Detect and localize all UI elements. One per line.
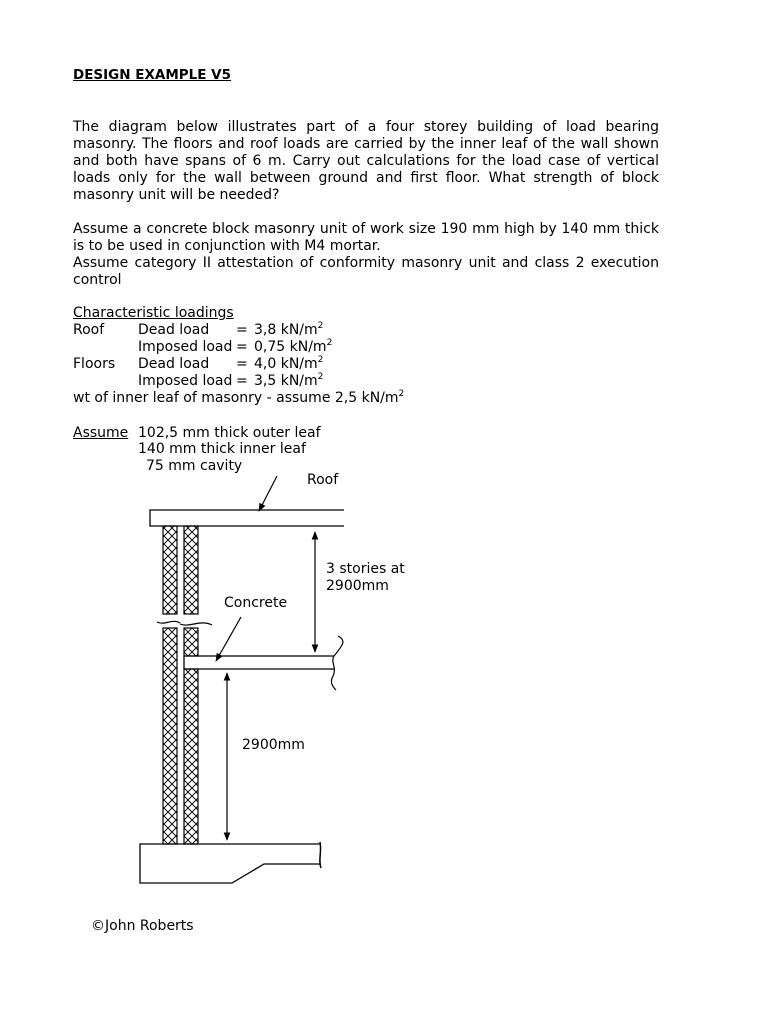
loading-type: Dead load	[138, 356, 210, 372]
concrete-floor-slab	[184, 636, 343, 690]
lower-wall-leaves	[163, 628, 198, 844]
loading-group: Floors	[73, 356, 116, 372]
loading-type: Imposed load	[138, 339, 233, 355]
stories-label: 3 stories at	[326, 561, 405, 577]
break-lines	[157, 621, 212, 625]
intro-paragraph-3: Assume category II attestation of conformity masonry unit and class 2 execution control	[73, 255, 659, 288]
foundation	[140, 842, 321, 883]
loading-value: 0,75 $kN/m^2$	[254, 338, 333, 355]
assume-line: 102,5 mm thick outer leaf	[138, 425, 321, 441]
intro-paragraph-1: The diagram below illustrates part of a four storey building of load bearing masonry. The floors and roof loads are carried by the inner leaf of the wall shown and both have spans of 6 m. Carry out calculations for the load case of vertical loads only for the wall between ground and first floor. What strength of block masonry unit will be needed?	[73, 119, 659, 203]
loading-value: 3,8 $kN/m^2$	[254, 321, 324, 338]
loading-eq: =	[236, 339, 248, 355]
page-title: DESIGN EXAMPLE V5	[73, 67, 232, 83]
upper-wall-leaves	[163, 526, 198, 614]
assume-label: Assume	[73, 425, 129, 441]
concrete-leader-arrow	[216, 617, 241, 661]
loading-eq: =	[236, 373, 248, 389]
copyright-footer: ©John Roberts	[91, 918, 194, 934]
roof-slab	[150, 510, 344, 526]
loading-value: 4,0 $kN/m^2$	[254, 355, 324, 372]
loading-eq: =	[236, 356, 248, 372]
loadings-heading: Characteristic loadings	[73, 305, 234, 321]
roof-label: Roof	[307, 472, 339, 488]
loading-type: Imposed load	[138, 373, 233, 389]
assume-line: 140 mm thick inner leaf	[138, 441, 306, 457]
stories-label: 2900mm	[326, 578, 389, 594]
wall-weight-note: wt of inner leaf of masonry - assume 2,5 $kN/m^2$	[73, 389, 405, 406]
assume-line: 75 mm cavity	[146, 458, 243, 474]
loading-value: 3,5 $kN/m^2$	[254, 372, 324, 389]
height-label: 2900mm	[242, 737, 305, 753]
loading-eq: =	[236, 322, 248, 338]
roof-leader-arrow	[259, 476, 277, 511]
loading-type: Dead load	[138, 322, 210, 338]
loading-group: Roof	[73, 322, 105, 338]
concrete-label: Concrete	[224, 595, 288, 611]
intro-paragraph-2: Assume a concrete block masonry unit of work size 190 mm high by 140 mm thick is to be used in conjunction with M4 mortar.	[73, 221, 659, 254]
